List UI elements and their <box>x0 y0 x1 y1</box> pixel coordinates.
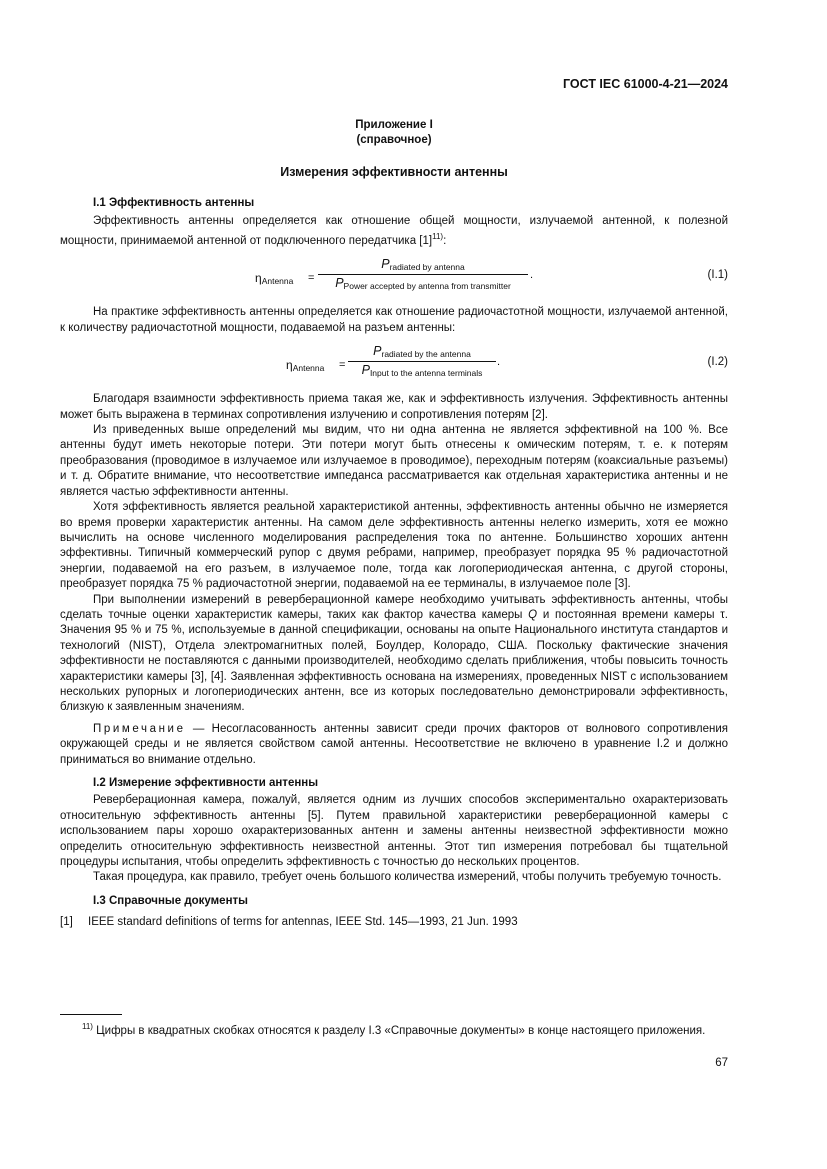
footnote-ref: 11) <box>432 232 444 242</box>
fraction-bar <box>318 274 528 275</box>
formula-denominator <box>348 363 496 381</box>
annex-title: Приложение I <box>355 119 433 131</box>
page-number: 67 <box>715 1057 728 1069</box>
page-content <box>60 118 728 931</box>
formula-lhs <box>286 358 324 376</box>
paragraph-text: и постоянная времени камеры τ. Значения 95 % и 75 %, используемые в данной спецификации, основаны на опыте Национального института стандартов и технологий (NIST), Отдела электромагнитных полей, Боулдер, Колорадо, США. Поскольку фактические значения эффективности не поставляются с данными производителей, необходимо сделать приближения, чтобы повысить точность характеристики камеры [3], [4]. Заявленная эффективность основана на измерениях, проведенных NIST с использованием нескольких рупорных и логопериодических антенн, все из которых последовательно демонстрировали эффективность, близкую к заявленным значениям. <box>60 608 728 714</box>
section-heading-i3: I.3 Справочные документы <box>93 894 248 907</box>
formula-denominator <box>318 276 528 294</box>
paragraph: Из приведенных выше определений мы видим, что ни одна антенна не является эффективной на 100 %. Все антенны будут иметь некоторые потери. Эти потери могут быть отнесены к омическим потерям, т. е. к потерям преобразования (проводимое в излучаемое или излучаемое в проводимое), переходным потерям (коаксиальные разъемы) и т. д. Обратите внимание, что несоответствие импеданса рассматривается как отдельная характеристика антенны и не является частью эффективности антенны. <box>60 424 728 498</box>
note-label: Примечание <box>93 722 186 735</box>
formula-punct: . <box>497 356 501 369</box>
equals-sign: = <box>308 272 315 285</box>
paragraph: Реверберационная камера, пожалуй, является одним из лучших способов экспериментально охарактеризовать относительную эффективность антенны [5]. Путем правильной характеристики реверберационной камеры с использованием пары хорошо охарактеризованных антенн и замены антенны неизвестной эффективности можно определить относительную эффективность неизвестной антенны. Этот тип измерения потребовал бы тщательной процедуры испытания, чтобы определить эффективность с точностью до нескольких процентов. <box>60 794 728 869</box>
note-text: — Несогласованность антенны зависит среди прочих факторов от волнового сопротивления окружающей среды и не является свойством самой антенны. Несоответствие не включено в уравнение I.2 и должно приниматься во внимание отдельно. <box>60 722 728 766</box>
formula-numerator <box>348 344 496 362</box>
document-code: ГОСТ IEC 61000-4-21—2024 <box>562 77 728 91</box>
q-symbol: Q <box>528 608 538 621</box>
power-symbol: P <box>335 276 344 291</box>
note <box>60 722 728 768</box>
eta-symbol: η <box>255 271 262 286</box>
footnote <box>60 1019 728 1039</box>
formula-number: (I.2) <box>707 356 728 369</box>
denominator-subscript: Power accepted by antenna from transmitter <box>343 281 511 292</box>
power-symbol: P <box>381 257 390 272</box>
footnote-text: Цифры в квадратных скобках относятся к разделу I.3 «Справочные документы» в конце настоящего приложения. <box>92 1024 706 1037</box>
paragraph: Такая процедура, как правило, требует очень большого количества измерений, чтобы получить требуемую точность. <box>93 871 722 884</box>
paragraph <box>60 214 728 250</box>
footnote-divider <box>60 1014 122 1015</box>
formula-number: (I.1) <box>707 269 728 282</box>
reference-number: [1] <box>60 916 73 929</box>
numerator-subscript: radiated by the antenna <box>381 349 471 360</box>
annex-status: (справочное) <box>356 134 432 146</box>
equals-sign: = <box>339 359 346 372</box>
numerator-subscript: radiated by antenna <box>389 262 465 273</box>
annex-heading: Измерения эффективности антенны <box>280 165 508 179</box>
paragraph-text: При выполнении измерений в реверберационной камере необходимо учитывать эффективность антенны, чтобы сделать точные оценки характеристик камеры, таких как фактор качества камеры <box>60 593 728 621</box>
footnote-mark: 11) <box>82 1022 93 1031</box>
formula-lhs <box>255 271 293 289</box>
power-symbol: P <box>361 363 370 378</box>
paragraph: Хотя эффективность является реальной характеристикой антенны, эффективность антенны обычно не измеряется во время проверки характеристик антенны. На самом деле эффективность антенны нелегко измерить, хотя ее можно вычислить на основе численного моделирования распределения тока по антенне. Большинство хороших антенн эффективны. Типичный коммерческий рупор с двумя ребрами, например, преобразует порядка 95 % радиочастотной энергии, подаваемой на его разъем, в излучаемое поле, тогда как логопериодическая антенна, с другой стороны, преобразует порядка 75 % радиочастотной энергии, подаваемой на ее терминалы, в излучаемое поле [3]. <box>60 501 728 591</box>
fraction-bar <box>348 361 496 362</box>
formula-i2 <box>60 344 728 384</box>
denominator-subscript: Input to the antenna terminals <box>369 368 483 379</box>
formula-punct: . <box>530 269 534 282</box>
power-symbol: P <box>373 344 382 359</box>
paragraph: На практике эффективность антенны определяется как отношение радиочастотной мощности, излучаемой антенной, к количеству радиочастотной мощности, подаваемой на разъем антенны: <box>60 306 728 334</box>
paragraph: Благодаря взаимности эффективность приема такая же, как и эффективность излучения. Эффективность антенны может быть выражена в терминах сопротивления излучению и сопротивления потерям [2]. <box>60 393 728 421</box>
section-heading-i1: I.1 Эффективность антенны <box>93 197 255 210</box>
formula-i1 <box>60 257 728 297</box>
reference-text: IEEE standard definitions of terms for antennas, IEEE Std. 145—1993, 21 Jun. 1993 <box>88 916 518 929</box>
paragraph-text: : <box>443 235 447 248</box>
paragraph <box>60 593 728 716</box>
formula-lhs-subscript: Antenna <box>292 363 325 374</box>
formula-numerator <box>318 257 528 275</box>
paragraph-text: Эффективность антенны определяется как отношение общей мощности, излучаемой антенной, к полезной мощности, принимаемой антенной от подключенного передатчика [1] <box>60 214 728 248</box>
eta-symbol: η <box>286 358 293 373</box>
formula-lhs-subscript: Antenna <box>261 276 294 287</box>
section-heading-i2: I.2 Измерение эффективности антенны <box>93 777 319 790</box>
reference-item <box>60 915 728 930</box>
